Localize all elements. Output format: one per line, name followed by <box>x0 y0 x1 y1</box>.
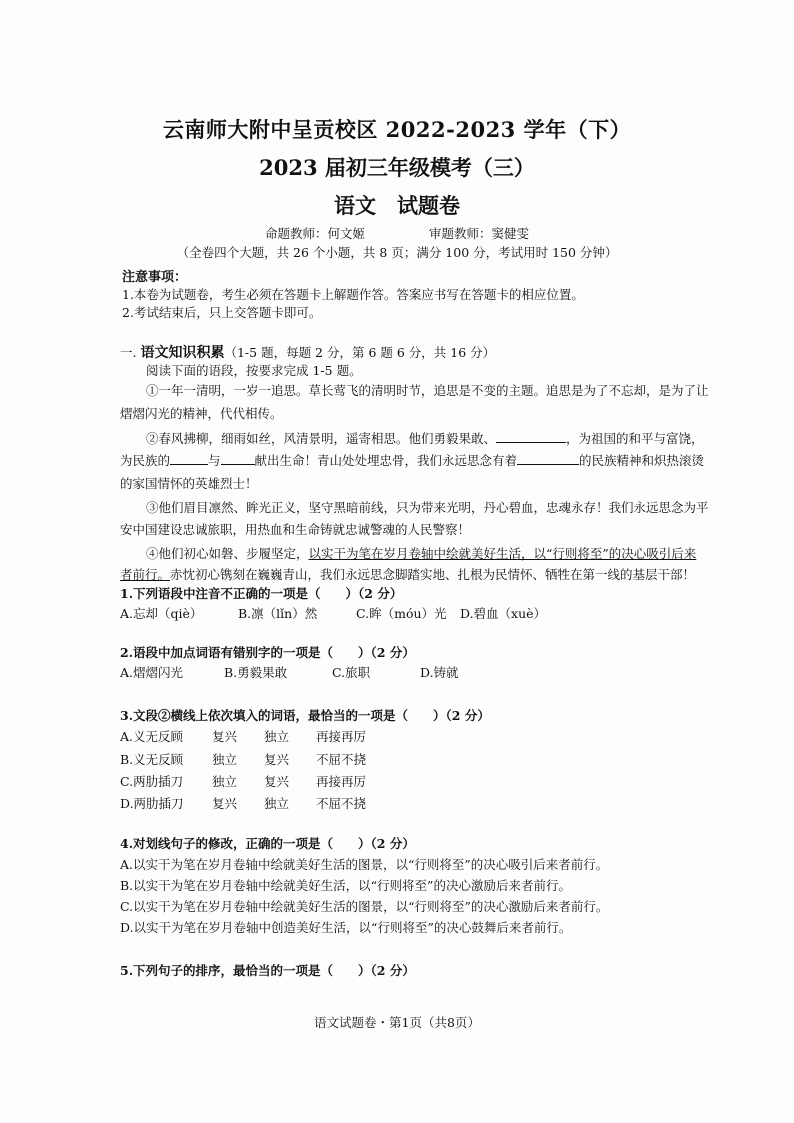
question-1-options <box>120 604 546 622</box>
option-b: B.凛（lǐn）然 <box>238 606 318 621</box>
passage-p3-line1: ③他们眉目凛然、眸光正义，坚守黑暗前线，只为带来光明，丹心碧血，忠魂永存！我们永远思念为平 <box>146 500 709 515</box>
exam-title-subject: 语文 试题卷 <box>334 193 460 218</box>
passage-text: 与 <box>208 453 221 468</box>
passage-text: 献出生命！青山处处埋忠骨，我们永远思念有着 <box>254 453 518 468</box>
underlined-sentence: 以实干为笔在岁月卷轴中绘就美好生活，以“行则将至”的决心吸引后来 <box>308 546 697 561</box>
passage-p2-line3: 的家国情怀的英雄烈士！ <box>120 476 258 491</box>
reviewer-teacher: 审题教师：窦健雯 <box>428 226 529 241</box>
question-5-stem: 5.下列句子的排序，最恰当的一项是（ ）（2 分） <box>120 963 415 978</box>
question-2-stem: 2.语段中加点词语有错别字的一项是（ ）（2 分） <box>120 645 415 660</box>
option-d: D.铸就 <box>420 665 459 680</box>
option-c: C.眸（móu）光 <box>356 606 447 621</box>
passage-text: ④他们初心如磐、步履坚定， <box>146 546 309 561</box>
exam-title-grade: 2023 届初三年级模考（三） <box>259 155 535 180</box>
underlined-sentence: 者前行。 <box>120 567 171 582</box>
section-score: （1-5 题，每题 2 分，第 6 题 6 分，共 16 分） <box>224 345 496 360</box>
passage-text: 为民族的 <box>120 453 171 468</box>
exam-info: （全卷四个大题，共 26 个小题，共 8 页；满分 100 分，考试用时 150 分钟） <box>176 245 618 260</box>
passage-text: ②春风拂柳，细雨如丝，风清景明，遥寄相思。他们勇毅果敢、 <box>146 431 497 446</box>
option-a: A.忘却（qiè） <box>120 606 203 621</box>
notice-item: 1.本卷为试题卷，考生必须在答题卡上解题作答。答案应书写在答题卡的相应位置。 <box>122 287 584 302</box>
question-1-stem: 1.下列语段中注音不正确的一项是（ ）（2 分） <box>120 586 403 601</box>
notice-heading: 注意事项： <box>122 270 188 285</box>
exam-title-school: 云南师大附中呈贡校区 2022-2023 学年（下） <box>162 117 632 142</box>
option-c: C.旅职 <box>332 665 371 680</box>
option-a: A.熠熠闪光 <box>120 665 184 680</box>
section-prefix: 一. <box>120 345 137 360</box>
passage-p3-line2: 安中国建设忠诚旅职，用热血和生命铸就忠诚警魂的人民警察！ <box>120 522 471 537</box>
passage-text: 的民族精神和炽热滚烫 <box>579 453 705 468</box>
fill-blank <box>221 452 255 465</box>
passage-p2-line1 <box>146 429 712 447</box>
question-4-option-c: C.以实干为笔在岁月卷轴中绘就美好生活的图景，以“行则将至”的决心激励后来者前行。 <box>120 899 609 914</box>
notice-item: 2.考试结束后，只上交答题卡即可。 <box>122 305 322 320</box>
page-footer: 语文试题卷・第1页（共8页） <box>314 1015 480 1030</box>
question-4-stem: 4.对划线句子的修改，正确的一项是（ ）（2 分） <box>120 836 415 851</box>
fill-blank <box>517 452 579 465</box>
section-title: 语文知识积累 <box>140 345 225 361</box>
fill-blank <box>170 452 208 465</box>
passage-p1-line2: 熠熠闪光的精神，代代相传。 <box>120 406 283 421</box>
passage-p4-line2 <box>120 565 696 583</box>
question-4-option-a: A.以实干为笔在岁月卷轴中绘就美好生活的图景，以“行则将至”的决心吸引后来者前行。 <box>120 857 609 872</box>
section-heading <box>120 342 495 362</box>
question-4-option-b: B.以实干为笔在岁月卷轴中绘就美好生活，以“行则将至”的决心激励后来者前行。 <box>120 878 571 893</box>
fill-blank <box>496 430 566 443</box>
option-b: B.勇毅果敢 <box>224 665 288 680</box>
question-3-option-a: A.义无反顾 复兴 独立 再接再厉 <box>120 729 367 744</box>
reading-intro: 阅读下面的语段，按要求完成 1-5 题。 <box>146 363 362 378</box>
passage-text: 赤忱初心镌刻在巍巍青山，我们永远思念脚踏实地、扎根为民情怀、牺牲在第一线的基层干部！ <box>170 567 696 582</box>
setter-teacher: 命题教师：何文姬 <box>264 226 365 241</box>
question-2-options <box>120 663 459 681</box>
passage-p2-line2 <box>120 451 705 469</box>
question-3-option-c: C.两肋插刀 独立 复兴 再接再厉 <box>120 774 367 789</box>
question-3-option-b: B.义无反顾 独立 复兴 不屈不挠 <box>120 752 367 767</box>
passage-p4-line1 <box>146 544 712 562</box>
passage-p1-line1: ①一年一清明，一岁一追思。草长莺飞的清明时节，追思是不变的主题。追思是为了不忘却，是为了让 <box>146 383 709 398</box>
option-d: D.碧血（xuè） <box>460 606 547 621</box>
passage-text: ，为祖国的和平与富饶， <box>566 431 704 446</box>
question-3-option-d: D.两肋插刀 复兴 独立 不屈不挠 <box>120 796 367 811</box>
question-4-option-d: D.以实干为笔在岁月卷轴中创造美好生活，以“行则将至”的决心鼓舞后来者前行。 <box>120 920 572 935</box>
teachers-line <box>0 224 794 242</box>
question-3-stem: 3.文段②横线上依次填入的词语，最恰当的一项是（ ）（2 分） <box>120 708 490 723</box>
